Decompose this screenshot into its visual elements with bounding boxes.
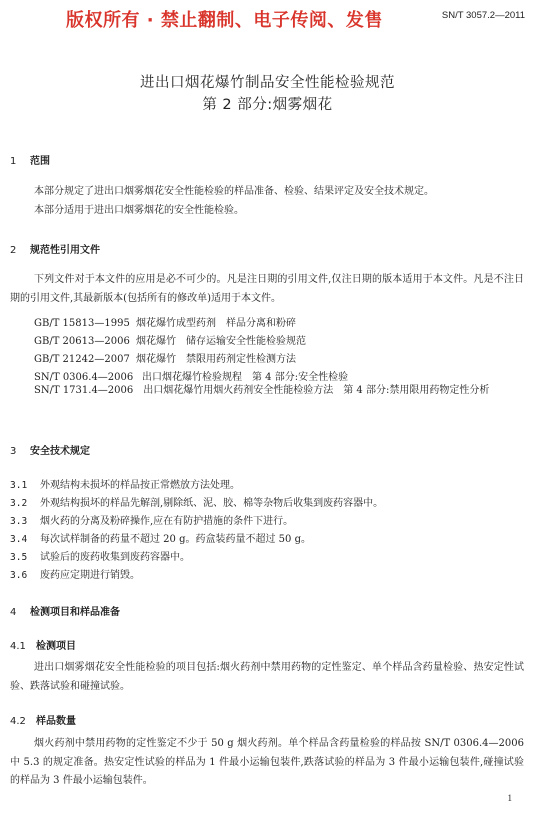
subsection-number: 4.1 [10,641,26,652]
clause-item [10,494,383,509]
subsection-4-2-heading [10,712,76,727]
clause-number: 3.1 [10,480,28,491]
reference-code: GB/T 20613—2006 [34,336,130,347]
clause-number: 3.6 [10,570,28,581]
clause-item [10,512,293,527]
clause-text: 外观结构未损坏的样品按正常燃放方法处理。 [40,480,240,491]
page-number: 1 [507,793,512,803]
reference-title: 烟花爆竹成型药剂 样品分离和粉碎 [136,318,296,329]
subsection-number: 4.2 [10,716,26,727]
clause-text: 烟火药的分离及粉碎操作,应在有防护措施的条件下进行。 [40,516,294,527]
clause-item [10,530,311,545]
subsection-title: 样品数量 [36,716,76,727]
section-title: 安全技术规定 [30,446,90,457]
section-1-paragraph: 本部分规定了进出口烟雾烟花安全性能检验的样品准备、检验、结果评定及安全技术规定。 [34,186,434,197]
reference-title: 烟花爆竹 禁限用药剂定性检测方法 [136,354,296,365]
section-1-heading [10,152,50,167]
reference-item [34,332,306,347]
clause-text: 废药应定期进行销毁。 [40,570,140,581]
reference-code: GB/T 15813—1995 [34,318,130,329]
standard-code: SN/T 3057.2—2011 [441,10,525,21]
clause-item [10,476,240,491]
reference-item [34,314,296,329]
section-title: 范围 [30,156,50,167]
document-subtitle: 第 2 部分:烟雾烟花 [202,97,333,113]
copyright-watermark: 版权所有 · 禁止翻制、电子传阅、发售 [66,10,383,31]
subsection-4-2-paragraph: 烟火药剂中禁用药物的定性鉴定不少于 50 g 烟火药剂。单个样品含药量检验的样品按 SN/T 0306.4—2006 中 5.3 的规定准备。热安定性试验的样品为 1 件最小运输包装件,跌落试验的样品为 3 件最小运输包装件,碰撞试验的样品为 3 件最小运输包装件。 [10,738,524,786]
reference-item: SN/T 1731.4—2006 出口烟花爆竹用烟火药剂安全性能检验方法 第 4 部分:禁用限用药物定性分析 [34,385,490,396]
clause-text: 每次试样制备的药量不超过 20 g。药盒装药量不超过 50 g。 [40,534,311,545]
document-title: 进出口烟花爆竹制品安全性能检验规范 [140,75,395,91]
section-2-intro: 下列文件对于本文件的应用是必不可少的。凡是注日期的引用文件,仅注日期的版本适用于本文件。凡是不注日期的引用文件,其最新版本(包括所有的修改单)适用于本文件。 [10,274,524,304]
subsection-title: 检测项目 [36,641,76,652]
reference-item [34,350,296,365]
section-title: 检测项目和样品准备 [30,607,120,618]
clause-number: 3.4 [10,534,28,545]
subsection-4-1-paragraph: 进出口烟雾烟花安全性能检验的项目包括:烟火药剂中禁用药物的定性鉴定、单个样品含药量检验、热安定性试验、跌落试验和碰撞试验。 [10,662,524,692]
clause-item [10,566,140,581]
subsection-4-1-heading [10,637,76,652]
section-2-heading [10,241,100,256]
section-number: 1 [10,156,17,167]
reference-item [34,368,348,383]
section-3-heading [10,442,90,457]
reference-code: GB/T 21242—2007 [34,354,130,365]
reference-title: 烟花爆竹 储存运输安全性能检验规范 [136,336,306,347]
clause-number: 3.3 [10,516,28,527]
clause-item [10,548,190,563]
section-number: 2 [10,245,17,256]
clause-text: 外观结构损坏的样品先解剖,剔除纸、泥、胶、棉等杂物后收集到废药容器中。 [40,498,384,509]
clause-text: 试验后的废药收集到废药容器中。 [40,552,190,563]
section-number: 3 [10,446,17,457]
section-4-heading [10,603,120,618]
clause-number: 3.2 [10,498,28,509]
reference-title: 出口烟花爆竹检验规程 第 4 部分:安全性检验 [142,372,349,383]
section-1-paragraph: 本部分适用于进出口烟雾烟花的安全性能检验。 [34,205,244,216]
reference-code: SN/T 0306.4—2006 [34,372,134,383]
section-title: 规范性引用文件 [30,245,100,256]
section-number: 4 [10,607,17,618]
clause-number: 3.5 [10,552,28,563]
